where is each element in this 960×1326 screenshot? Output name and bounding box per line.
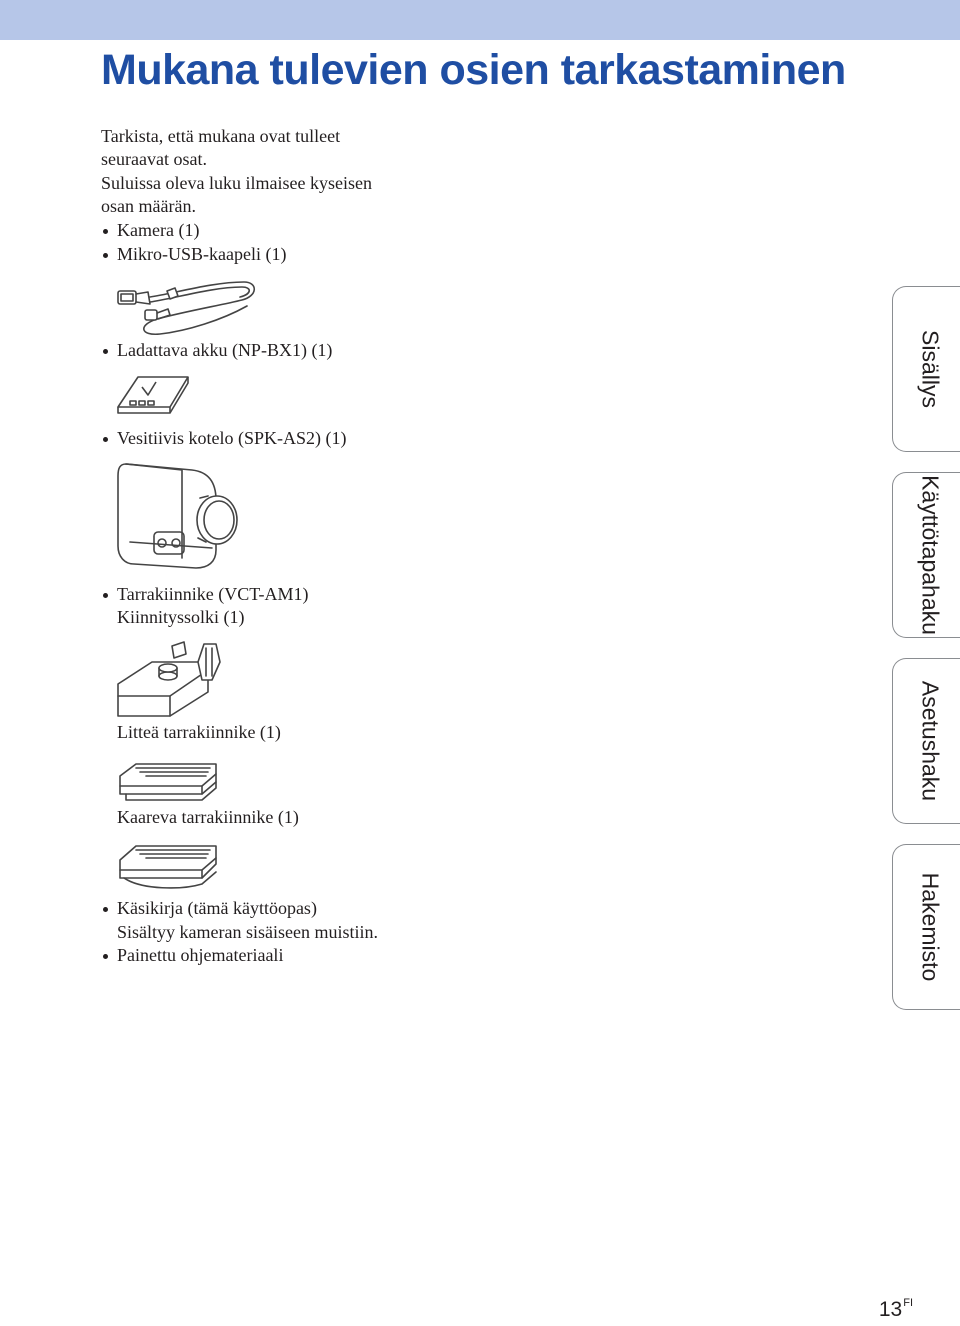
list-item-housing: Vesitiivis kotelo (SPK-AS2) (1) — [117, 428, 347, 448]
tab-kayttotapahaku[interactable] — [892, 472, 960, 638]
tab-hakemisto-label: Hakemisto — [917, 872, 943, 982]
intro-line-3: Suluissa oleva luku ilmaisee kyseisen — [101, 173, 372, 193]
list-item-battery: Ladattava akku (NP-BX1) (1) — [117, 340, 333, 360]
battery-icon — [112, 373, 194, 417]
intro-line-1: Tarkista, että mukana ovat tulleet — [101, 126, 341, 146]
tab-kayttotapahaku-label: Käyttötapahaku — [917, 475, 943, 635]
tab-sisallys-label: Sisällys — [917, 330, 943, 408]
tab-asetushaku[interactable] — [892, 658, 960, 824]
page-number — [879, 1297, 913, 1322]
flat-mount-icon — [112, 758, 226, 804]
intro-line-2: seuraavat osat. — [101, 149, 207, 169]
page-number-value: 13 — [878, 1298, 903, 1321]
list-item-printed: Painettu ohjemateriaali — [117, 945, 284, 965]
list-item-handbook: Käsikirja (tämä käyttöopas) — [117, 898, 317, 918]
page-language-code: FI — [903, 1297, 913, 1309]
tab-hakemisto[interactable] — [892, 844, 960, 1010]
tab-asetushaku-label: Asetushaku — [917, 680, 943, 802]
handbook-note: Sisältyy kameran sisäiseen muistiin. — [117, 922, 378, 942]
list-item-curved-mount: Kaareva tarrakiinnike (1) — [117, 807, 299, 827]
tab-sisallys[interactable] — [892, 286, 960, 452]
buckle-icon — [112, 640, 226, 722]
page-title: Mukana tulevien osien tarkastaminen — [101, 46, 846, 94]
intro-line-4: osan määrän. — [101, 196, 196, 216]
list-item-buckle: Kiinnityssolki (1) — [117, 607, 245, 627]
list-item-flat-mount: Litteä tarrakiinnike (1) — [117, 722, 281, 742]
list-item-camera: Kamera (1) — [117, 220, 200, 240]
usb-cable-icon — [112, 274, 260, 340]
curved-mount-icon — [112, 840, 226, 892]
waterproof-housing-icon — [112, 458, 242, 576]
list-item-usb-cable: Mikro-USB-kaapeli (1) — [117, 244, 287, 264]
list-item-adhesive-mount: Tarrakiinnike (VCT-AM1) — [117, 584, 309, 604]
top-header-bar — [0, 0, 960, 40]
